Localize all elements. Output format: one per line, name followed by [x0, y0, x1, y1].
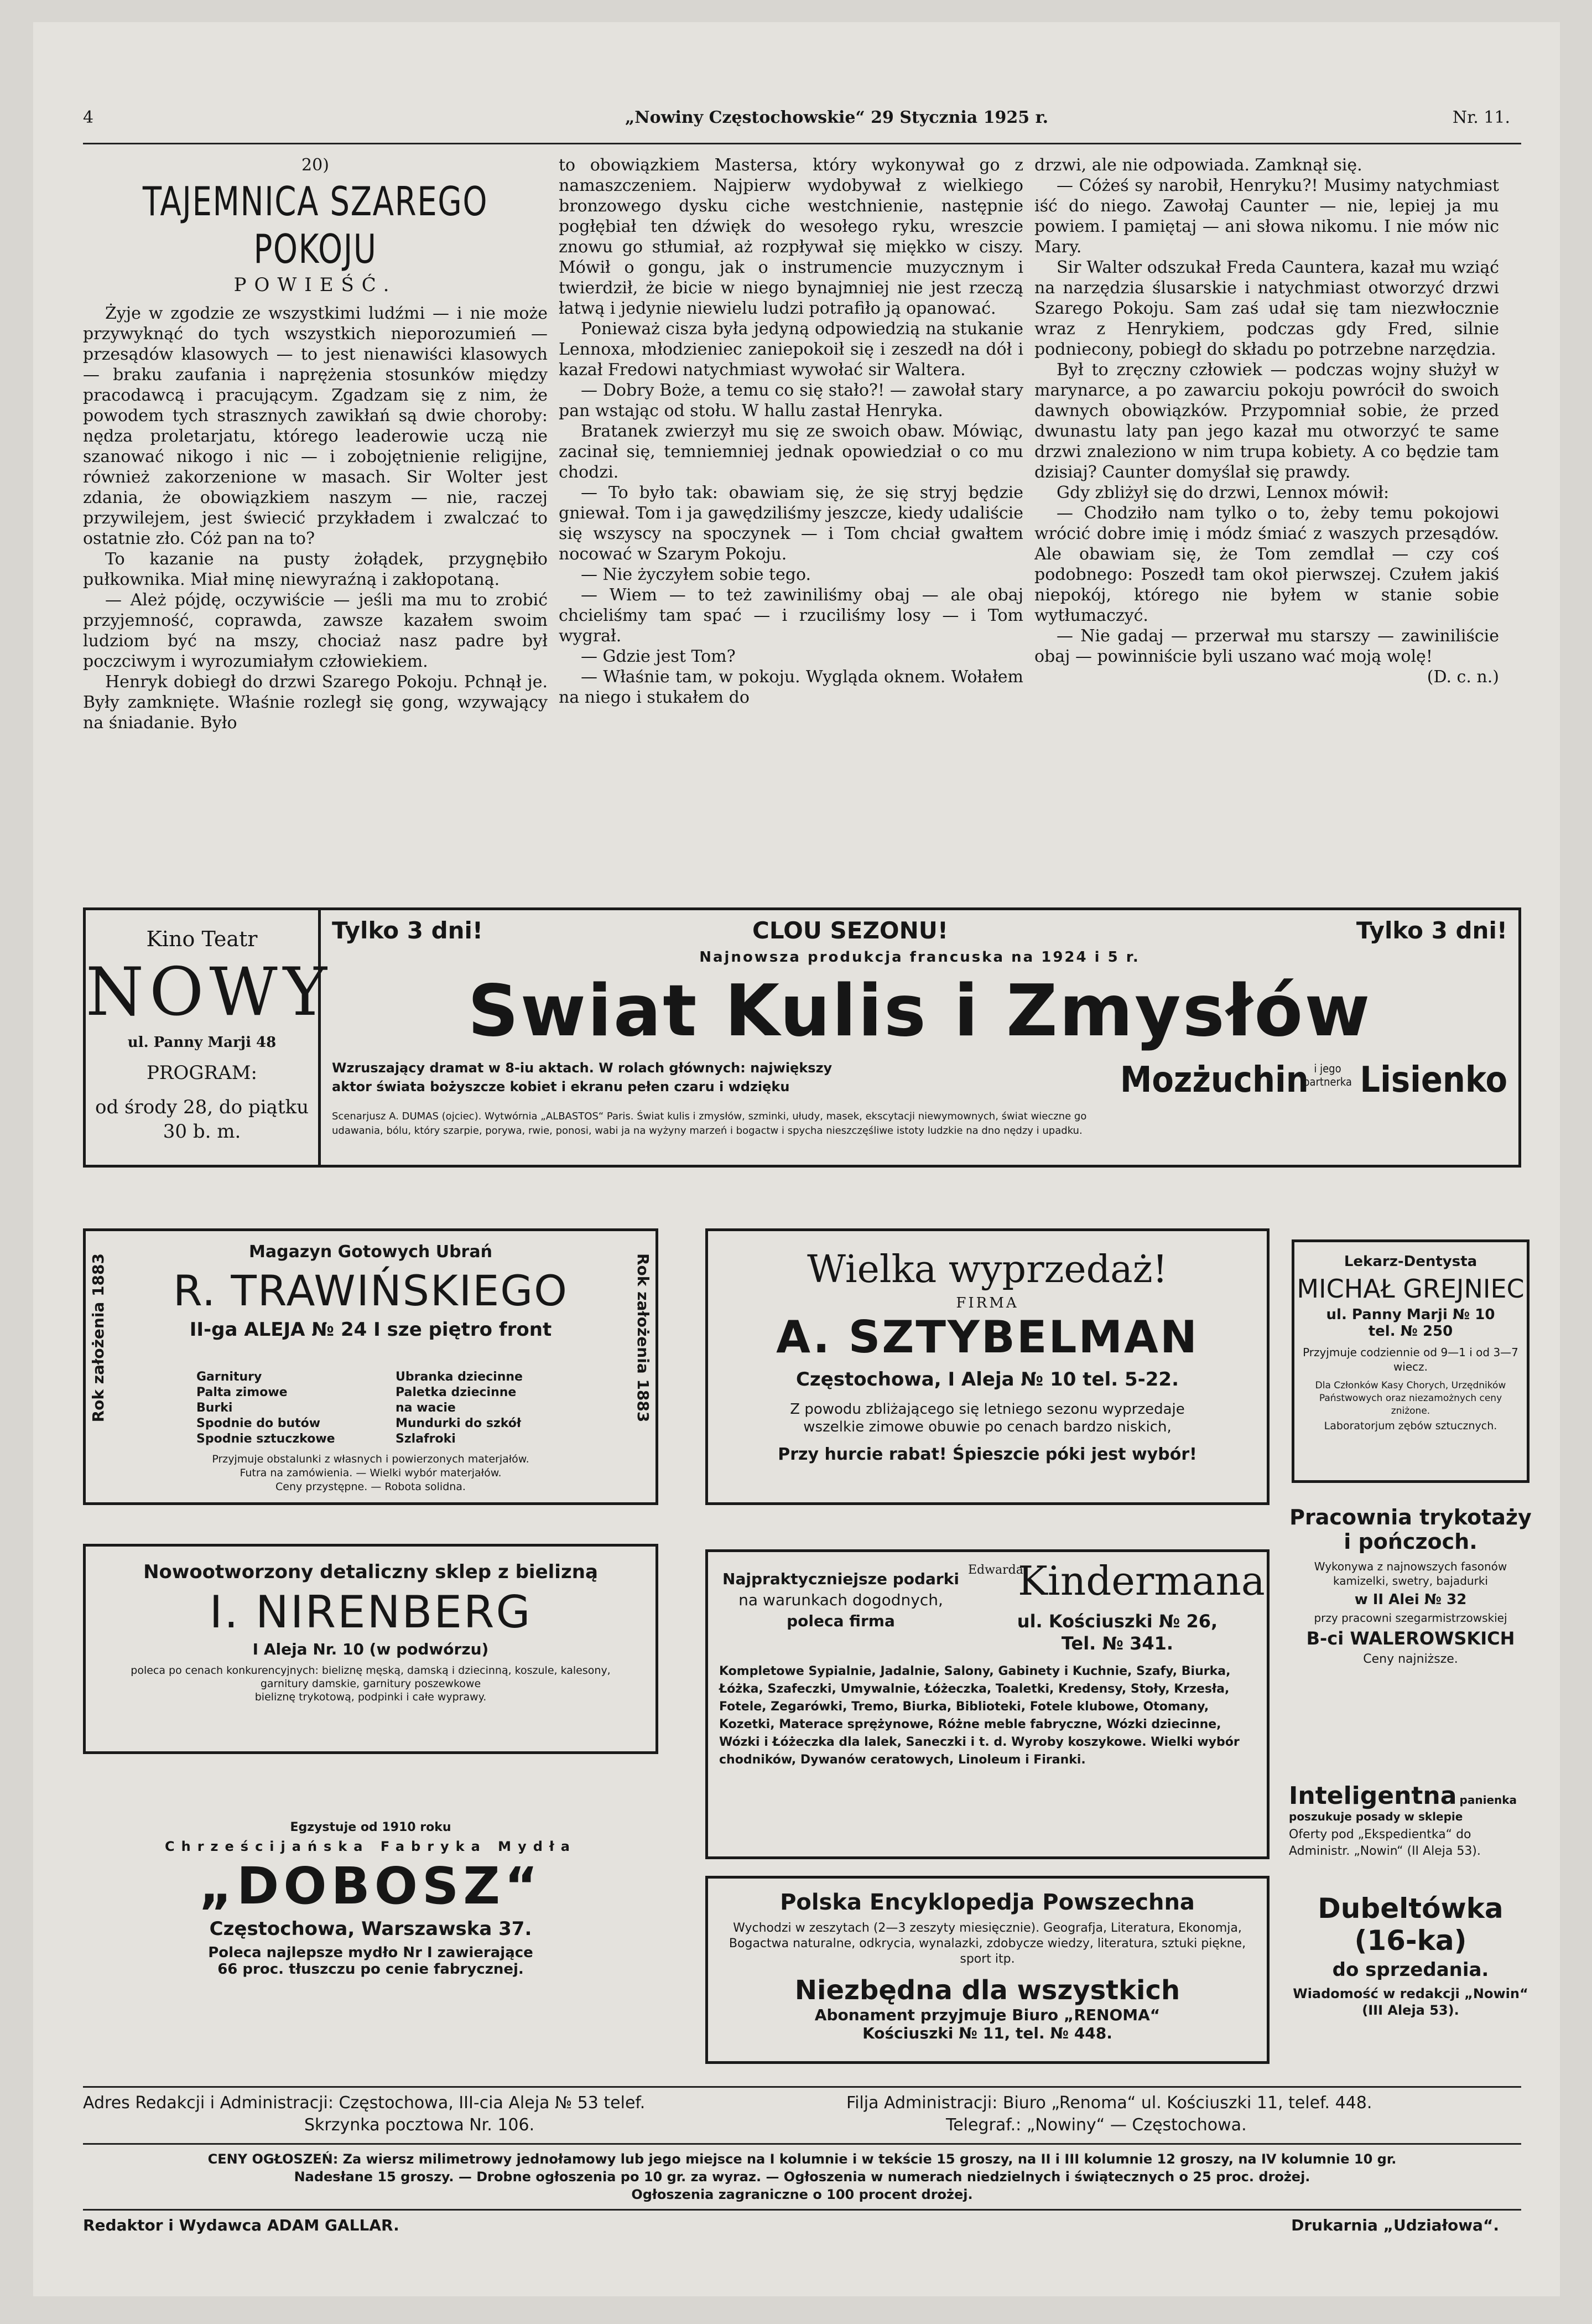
ad-address: ul. Kościuszki № 26, [1017, 1611, 1218, 1632]
paragraph: — Dobry Boże, a temu co się stało?! — zawołał stary pan wstając od stołu. W hallu zastał Henryka. [559, 381, 1023, 421]
credits-line: Scenarjusz A. DUMAS (ojciec). Wytwórnia „ALBASTOS“ Paris. Świat kulis i zmysłów, szminki, ułudy, masek, ekscytacji niewymownych, świat wieczne go [332, 1111, 1087, 1122]
paragraph: — To było tak: obawiam się, że się stryj będzie gniewał. Tom i ja gawędziliśmy jeszcze, kiedy udaliście się wszyscy na spoczynek — i Tom chciał gwałtem nocować w Szarym Pokoju. [559, 483, 1023, 564]
intro-line: poleca firma [787, 1612, 895, 1630]
film-description [332, 1059, 1106, 1096]
ad-heading: Wielka wyprzedaż! [807, 1248, 1168, 1291]
ad-notes: 66 proc. tłuszczu po cenie fabrycznej. [217, 1961, 524, 1978]
serial-continued: (D. c. n.) [1427, 667, 1499, 687]
film-title: Swiat Kulis i Zmysłów [467, 970, 1372, 1052]
editor: Redaktor i Wydawca ADAM GALLAR. [83, 2216, 399, 2234]
ad-brand: I. NIRENBERG [209, 1586, 532, 1638]
telegraph: Telegraf.: „Nowiny“ — Częstochowa. [946, 2115, 1247, 2135]
ad-prices: Ogłoszenia zagraniczne o 100 procent drożej. [631, 2187, 973, 2202]
paragraph: — Chodziło nam tylko o to, żeby temu pokojowi wrócić dobre imię i módz śmiać z waszych przesądów. Ale obawiam się, że Tom zemdlał — czy coś podobnego: Poszedł tam okoł pierwszej. Czułem jakiś niepokój, którego nie byłem w stanie sobie wytłumaczyć. [1034, 504, 1499, 625]
knitwear-ad [1289, 1505, 1532, 1666]
newspaper-page [33, 22, 1560, 2296]
cinema-name: NOWY [86, 954, 332, 1031]
ad-heading: Polska Encyklopedja Powszechna [780, 1890, 1195, 1915]
trawinski-ad [83, 1228, 658, 1505]
po-box: Skrzynka pocztowa Nr. 106. [304, 2115, 535, 2135]
sztybelman-ad [705, 1228, 1270, 1505]
program-dates: od środy 28, do piątku 30 b. m. [95, 1096, 309, 1143]
ad-notes: Poleca najlepsze mydło Nr I zawierające [208, 1944, 533, 1961]
paragraph: — Ależ pójdę, oczywiście — jeśli ma mu to zrobić przyjemność, coprawda, zawsze kazałem swoim ludziom być na mszy, chociaż nasz padre był poczciwym i wyrozumiałym człowiekiem. [83, 590, 548, 671]
branch-address: Filja Administracji: Biuro „Renoma“ ul. Kościuszki 11, telef. 448. [846, 2093, 1372, 2113]
ad-address: w II Alei № 32 [1354, 1591, 1467, 1608]
credits-line: udawania, bólu, który szarpie, porywa, rwie, ponosi, wabi ja na wyżyny marzeń i bogactw i spycha nieszczęśliwe istoty ludzkie na dno nędzy i upadku. [332, 1125, 1083, 1137]
intro-line: Najpraktyczniejsze podarki [722, 1570, 959, 1588]
ad-brand: MICHAŁ GREJNIEC [1297, 1274, 1525, 1304]
paragraph: — Właśnie tam, w pokoju. Wygląda oknem. Wołałem na niego i stukałem do [559, 667, 1023, 707]
encyclopedia-ad [705, 1876, 1270, 2064]
nirenberg-ad [83, 1544, 658, 1754]
ad-address: Częstochowa, Warszawska 37. [209, 1918, 532, 1940]
ad-notes: poleca po cenach konkurencyjnych: bieliznę męską, damską i dziecinną, koszule, kalesony, garnitury damskie, garnitury poszewkowe [131, 1664, 611, 1690]
note: Przyjmuje obstalunki z własnych i powierzonych materjałów. [212, 1453, 529, 1465]
banner-center: CLOU SEZONU! [752, 917, 949, 944]
paragraph: — Cóżeś sy narobił, Henryku?! Musimy natychmiast iść do niego. Zawołaj Caunter — nie, lepiej ja mu powiem. I pamiętaj — ani słowa nikomu. I nie mów nic Mary. [1034, 176, 1499, 257]
article-column-3 [1034, 155, 1499, 896]
banner-right: Tylko 3 dni! [1356, 917, 1507, 944]
ad-prices: Nadesłane 15 groszy. — Drobne ogłoszenia po 10 gr. za wyraz. — Ogłoszenia w numerach niedzielnych i świątecznych o 25 proc. drożej. [294, 2169, 1310, 2185]
editorial-address: Adres Redakcji i Administracji: Częstochowa, III-cia Aleja № 53 telef. [83, 2093, 646, 2113]
banner-left: Tylko 3 dni! [332, 917, 483, 944]
cinema-address: ul. Panny Marji 48 [127, 1034, 277, 1051]
film-cast [1120, 1060, 1507, 1104]
footer-credits [83, 2216, 1521, 2238]
page-footer [83, 2081, 1521, 2238]
footer-rule [83, 2209, 1521, 2211]
film-credits [332, 1109, 1507, 1138]
item: Palta zimowe [196, 1386, 288, 1399]
footer-contact-row [83, 2115, 1521, 2138]
item: Spodnie do butów [196, 1417, 321, 1430]
ad-notes: Laboratorjum zębów sztucznych. [1324, 1420, 1497, 1432]
paragraph: — Nie gadaj — przerwał mu starszy — zawiniliście obaj — powinniście byli uszano wać moją wolę! [1034, 626, 1499, 666]
brand-prefix: Edwarda [968, 1563, 1023, 1577]
footer-address-row [83, 2093, 1521, 2115]
ad-notes: Dla Członków Kasy Chorych, Urzędników Państwowych oraz niezamożnych ceny zniżone. [1315, 1380, 1506, 1417]
ad-notes: Wychodzi w zeszytach (2—3 zeszyty miesięcznie). Geografja, Literatura, Ekonomja, Bogactwa naturalne, odkrycia, wynalazki, zdobycze wiedzy, literatura, sztuki piękne, sport itp. [729, 1921, 1246, 1966]
paragraph: Żyje w zgodzie ze wszystkimi ludźmi — i nie może przywyknąć do tych wszystkich nieporozumień — przesądów klasowych — to jest nienawiści klasowych — braku zaufania i naprężenia stosunków między pracodawcą i pracującym. Zgadzam się z nim, że powodem tych strasznych zawikłań są dwie choroby: nędza proletarjatu, którego leaderowie uczą nie szanować nikogo i nic — i zobojętnienie religijne, również zakorzenione w masach. Sir Wolter jest zdania, że obowiązkiem naszym — nie, raczej przywilejem, jest świecić przykładem i zwalczać to ostatnie zło. Cóż pan na to? [83, 304, 548, 548]
note: Ceny przystępne. — Robota solidna. [275, 1481, 466, 1493]
printer: Drukarnia „Udziałowa“. [1291, 2216, 1499, 2234]
ad-notes [136, 1452, 606, 1494]
ad-notes: przy pracowni szegarmistrzowskiej [1314, 1611, 1507, 1625]
ad-brand: R. TRAWIŃSKIEGO [173, 1266, 569, 1315]
paragraph: Gdy zbliżył się do drzwi, Lennox mówił: [1057, 483, 1390, 502]
ad-heading: Magazyn Gotowych Ubrań [249, 1242, 492, 1262]
paragraph: drzwi, ale nie odpowiada. Zamknął się. [1034, 155, 1362, 175]
paragraph: Ponieważ cisza była jedyną odpowiedzią na stukanie Lennoxa, młodzieniec zaniepokoił się i zeszedł na dół i kazał Fredowi natychmiast wywołać sir Waltera. [559, 319, 1023, 380]
intro-line: na warunkach dogodnych, [738, 1591, 943, 1609]
ad-cta: Przy hurcie rabat! Śpieszcie póki jest wybór! [778, 1445, 1197, 1464]
program-label: PROGRAM: [147, 1062, 257, 1084]
paragraph: To kazanie na pusty żołądek, przygnębiło pułkownika. Miał minę niewyraźną i zakłopotaną. [83, 549, 548, 589]
ad-notes: Wykonywa z najnowszych fasonów kamizelki, swetry, bajadurki [1314, 1560, 1507, 1588]
note: Futra na zamówienia. — Wielki wybór materjałów. [240, 1467, 502, 1479]
issue-number: Nr. 11. [1452, 108, 1510, 127]
paragraph: — Wiem — to też zawiniliśmy obaj — ale obaj chcieliśmy tam spać — i rzuciliśmy losy — i Tom wygrał. [559, 585, 1023, 646]
film-description-line: Wzruszający dramat w 8-iu aktach. W rolach głównych: największy [332, 1060, 833, 1076]
article-column-1 [83, 155, 548, 896]
classified-ad [1289, 1782, 1532, 1860]
ad-brand: B-ci WALEROWSKICH [1306, 1628, 1515, 1649]
paragraph: — Gdzie jest Tom? [581, 647, 736, 666]
cinema-ad [83, 907, 1521, 1168]
ad-cta: Niezbędna dla wszystkich [794, 1975, 1180, 2006]
founded-label-right: Rok założenia 1883 [634, 1253, 652, 1423]
serial-title: TAJEMNICA SZAREGO POKOJU [142, 178, 488, 272]
serial-number: 20) [301, 155, 329, 175]
ad-address: I Aleja Nr. 10 (w podwórzu) [252, 1640, 489, 1658]
cinema-name-panel [86, 910, 332, 1165]
actor-connector: i jego partnerka [1303, 1062, 1352, 1088]
actress-name: Lisienko [1360, 1060, 1507, 1101]
ad-phone: tel. № 250 [1368, 1323, 1453, 1340]
dobosz-ad [83, 1815, 658, 2069]
ad-heading: Lekarz-Dentysta [1344, 1253, 1477, 1270]
ad-brand: „DOBOSZ“ [199, 1856, 543, 1916]
dentist-ad [1292, 1239, 1529, 1483]
classified-text: Wiadomość w redakcji „Nowin“ (III Aleja 53). [1293, 1986, 1528, 2018]
ad-prices: CENY OGŁOSZEŃ: Za wiersz milimetrowy jednołamowy lub jego miejsce na I kolumnie i w tekście 15 groszy, na II i III kolumnie 12 groszy, na IV kolumnie 10 gr. [207, 2151, 1397, 2167]
items-right [396, 1370, 561, 1447]
actor-name: Mozżuchin [1120, 1060, 1309, 1101]
classified-heading: Inteligentna [1289, 1782, 1457, 1810]
item: Paletka dziecinne [396, 1386, 517, 1399]
film-panel [321, 910, 1518, 1165]
item: Mundurki do szkół [396, 1417, 522, 1430]
kinderman-ad [705, 1549, 1270, 1859]
paragraph: to obowiązkiem Mastersa, który wykonywał go z namaszczeniem. Najpierw wydobywał z wielkiego bronzowego dysku ciche westchnienie, następnie pogłębiał ten dźwięk do wesołego ryku, wreszcie znowu go stłumiał, aż rozpływał się miękko w ciszy. Mówił o gongu, jak o instrumencie muzycznym i twierdził, że bicie w niego bynajmniej nie jest rzeczą łatwą i jedynie niewielu ludzi potrafiło ją opanować. [559, 155, 1023, 318]
ad-address: II-ga ALEJA № 24 I sze piętro front [189, 1319, 552, 1341]
ad-brand: A. SZTYBELMAN [776, 1311, 1199, 1363]
ad-brand: Kindermana [1018, 1558, 1265, 1604]
film-banner [332, 917, 1507, 945]
item: na wacie [396, 1401, 456, 1415]
ad-heading: Pracownia trykotaży [1289, 1505, 1532, 1529]
note: Z powodu zbliżającego się letniego sezonu wyprzedaje [790, 1401, 1185, 1418]
classified-ad-gun [1289, 1892, 1532, 2019]
classified-text: do sprzedania. [1332, 1959, 1489, 1981]
ad-notes: bieliznę trykotową, podpinki i całe wyprawy. [254, 1691, 487, 1703]
items-left [196, 1370, 362, 1447]
item: Burki [196, 1401, 233, 1415]
paragraph: Henryk dobiegł do drzwi Szarego Pokoju. Pchnął je. Były zamknięte. Właśnie rozległ się gong, wzywający na śniadanie. Było [83, 672, 548, 733]
paragraph: Był to zręczny człowiek — podczas wojny służył w marynarce, a po zawarciu pokoju powrócił do swoich dawnych obowiązków. Przypomniał sobie, że przed dwunastu laty pan jego kazał mu otworzyć te same drzwi znaleziono w nim trupa kobiety. A co będzie tam dzisiaj? Caunter domyślał się prawdy. [1034, 360, 1499, 482]
founded-label-left: Rok założenia 1883 [89, 1253, 107, 1423]
masthead-date: „Nowiny Częstochowskie“ 29 Stycznia 1925 r. [625, 108, 1049, 127]
ad-notes: Abonament przyjmuje Biuro „RENOMA“ [814, 2006, 1161, 2024]
ad-intro [719, 1569, 963, 1632]
page-header [83, 105, 1510, 138]
film-production: Najnowsza produkcja francuska na 1924 i 5 r. [699, 949, 1140, 966]
ad-address: Kościuszki № 11, tel. № 448. [862, 2024, 1112, 2042]
note: wszelkie zimowe obuwie po cenach bardzo niskich, [803, 1419, 1172, 1435]
ad-hours: Przyjmuje codziennie od 9—1 i od 3—7 wiecz. [1303, 1346, 1518, 1373]
footer-rule [83, 2086, 1521, 2088]
classified-heading: Dubeltówka (16-ka) [1318, 1892, 1503, 1957]
classified-text: Oferty pod „Ekspedientka“ do Administr. „Nowin“ (II Aleja 53). [1289, 1828, 1481, 1858]
ad-notes [708, 1400, 1267, 1436]
ad-heading: i pończoch. [1344, 1529, 1477, 1554]
item: Spodnie sztuczkowe [196, 1432, 335, 1446]
ad-notes: Kompletowe Sypialnie, Jadalnie, Salony, Gabinety i Kuchnie, Szafy, Biurka, Łóżka, Szafeczki, Umywalnie, Łóżeczka, Toaletki, Kredensy, Stoły, Krzesła, Fotele, Zegarówki, Tremo, Biurka, Biblioteki, Fotele klubowe, Otomany, Kozetki, Materace sprężynowe, Różne meble fabryczne, Wózki dziecinne, Wózki i Łóżeczka dla lalek, Saneczki i t. d. Wyroby koszykowe. Wielki wybór chodników, Dywanów ceratowych, Linoleum i Firanki. [719, 1664, 1240, 1767]
cinema-label: Kino Teatr [146, 927, 258, 951]
page-number: 4 [83, 108, 94, 127]
paragraph: Sir Walter odszukał Freda Cauntera, kazał mu wziąć na narzędzia ślusarskie i natychmiast otworzyć drzwi Szarego Pokoju. Sam zaś udał się tam niezwłocznie wraz z Henrykiem, podczas gdy Fred, silnie podniecony, pobiegł do składu po potrzebne narzędzia. [1034, 258, 1499, 359]
item: Szlafroki [396, 1432, 456, 1446]
serial-subtitle: POWIEŚĆ. [233, 274, 397, 296]
article-column-2 [559, 155, 1023, 896]
ad-heading: Nowootworzony detaliczny sklep z bielizną [143, 1561, 598, 1583]
film-description-line: aktor świata bożyszcze kobiet i ekranu pełen czaru i wdzięku [332, 1079, 790, 1094]
item: Ubranka dziecinne [396, 1370, 523, 1384]
firm-label: FIRMA [956, 1295, 1019, 1311]
ad-heading: Chrześcijańska Fabryka Mydła [165, 1839, 576, 1854]
paragraph: — Nie życzyłem sobie tego. [581, 565, 811, 584]
ad-address: Częstochowa, I Aleja № 10 tel. 5-22. [795, 1368, 1179, 1391]
item: Garnitury [196, 1370, 262, 1384]
ad-address: ul. Panny Marji № 10 [1326, 1306, 1495, 1323]
classified-text: panienka poszukuje posady w sklepie [1289, 1793, 1517, 1823]
ad-phone: Tel. № 341. [1061, 1633, 1174, 1654]
footer-rule [83, 2143, 1521, 2145]
ad-notes: Ceny najniższe. [1363, 1652, 1458, 1666]
ad-heading: Egzystuje od 1910 roku [290, 1820, 451, 1834]
header-rule [83, 143, 1521, 144]
paragraph: Bratanek zwierzył mu się ze swoich obaw. Mówiąc, zacinał się, temniemniej jednak opowiedział o co mu chodzi. [559, 422, 1023, 482]
